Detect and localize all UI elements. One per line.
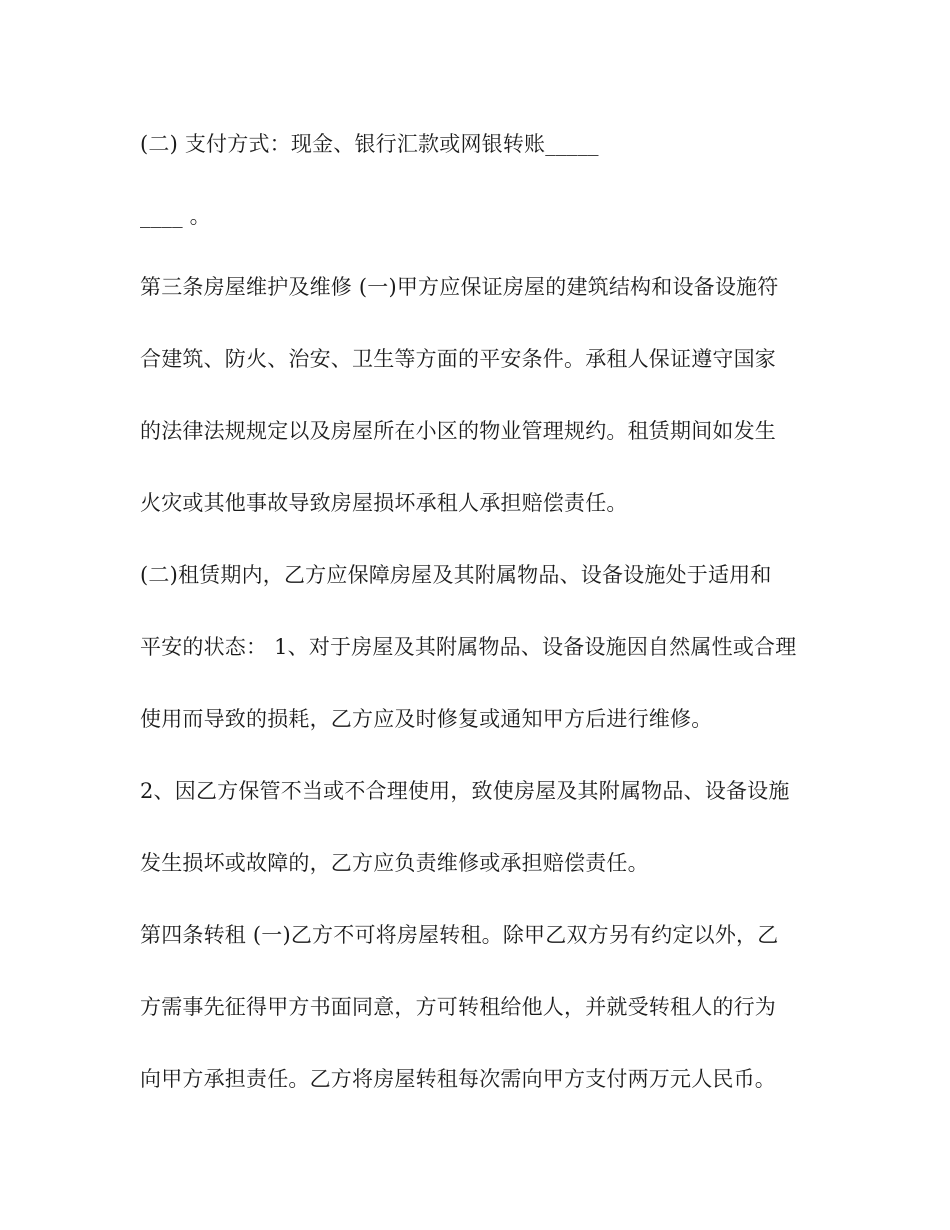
text-line: (二)租赁期内，乙方应保障房屋及其附属物品、设备设施处于适用和	[140, 563, 772, 587]
text-line: 方需事先征得甲方书面同意，方可转租给他人，并就受转租人的行为	[140, 995, 776, 1019]
text-line: (二) 支付方式：现金、银行汇款或网银转账_____	[140, 132, 599, 156]
text-line: 的法律法规规定以及房屋所在小区的物业管理规约。租赁期间如发生	[140, 419, 776, 443]
text-line: 2、因乙方保管不当或不合理使用，致使房屋及其附属物品、设备设施	[140, 779, 790, 803]
text-line: 火灾或其他事故导致房屋损坏承租人承担赔偿责任。	[140, 491, 628, 515]
text-line: ____ 。	[140, 204, 211, 228]
text-line: 发生损坏或故障的，乙方应负责维修或承担赔偿责任。	[140, 851, 649, 875]
text-line: 第四条转租 (一)乙方不可将房屋转租。除甲乙双方另有约定以外，乙	[140, 923, 779, 947]
text-line: 使用而导致的损耗，乙方应及时修复或通知甲方后进行维修。	[140, 707, 713, 731]
text-line: 平安的状态： 1、对于房屋及其附属物品、设备设施因自然属性或合理	[140, 635, 797, 659]
text-line: 合建筑、防火、治安、卫生等方面的平安条件。承租人保证遵守国家	[140, 347, 776, 371]
text-line: 向甲方承担责任。乙方将房屋转租每次需向甲方支付两万元人民币。	[140, 1067, 776, 1091]
text-line: 第三条房屋维护及维修 (一)甲方应保证房屋的建筑结构和设备设施符	[140, 275, 779, 299]
